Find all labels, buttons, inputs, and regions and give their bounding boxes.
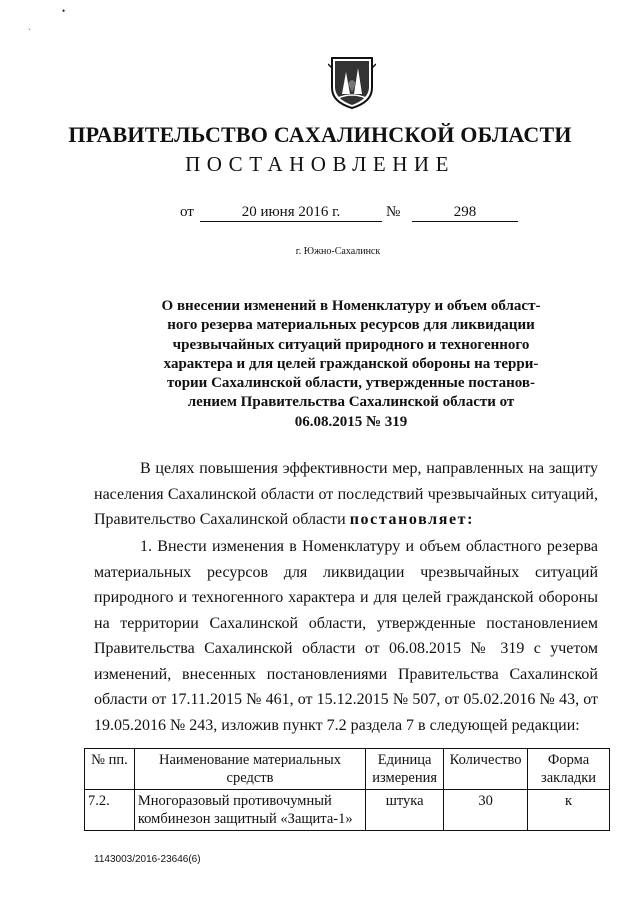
heading-line: ного резерва материальных ресурсов для ликвидации (167, 317, 535, 334)
cell-storage-form: к (528, 790, 610, 831)
preamble-paragraph (94, 456, 598, 533)
clause-1-paragraph (94, 534, 598, 738)
cell-number: 7.2. (85, 790, 135, 831)
header-unit: Единица измерения (366, 749, 444, 790)
table-row (85, 790, 610, 831)
table-header-row (85, 749, 610, 790)
heading-line: чрезвычайных ситуаций природного и техногенного (172, 336, 530, 353)
header-number: № пп. (85, 749, 135, 790)
margin-mark: • (62, 6, 66, 16)
document-code: 1143003/2016-23646(6) (94, 854, 201, 865)
header-storage-form: Форма закладки (528, 749, 610, 790)
document-type: ПОСТАНОВЛЕНИЕ (185, 152, 455, 176)
document-date: 20 июня 2016 г. (200, 204, 382, 222)
heading-line: лением Правительства Сахалинской области от (187, 394, 515, 411)
issuing-authority: ПРАВИТЕЛЬСТВО САХАЛИНСКОЙ ОБЛАСТИ (68, 122, 572, 147)
resources-table (84, 748, 610, 831)
coat-of-arms-icon (328, 54, 376, 110)
heading-line: О внесении изменений в Номенклатуру и объем област- (161, 298, 541, 314)
preamble-text: В целях повышения эффективности мер, направленных на защиту населения Сахалинской области от последствий чрезвычайных ситуаций, Правительство Сахалинской области (94, 460, 598, 528)
cell-name: Многоразовый противочумный комбинезон защитный «Защита-1» (134, 790, 365, 831)
document-heading (130, 297, 572, 432)
heading-line: характера и для целей гражданской обороны на терри- (163, 355, 539, 372)
number-sign: № (386, 204, 401, 220)
header-name: Наименование материальных средств (134, 749, 365, 790)
city: г. Южно-Сахалинск (295, 246, 381, 257)
heading-line: 06.08.2015 № 319 (294, 413, 408, 430)
cell-unit: штука (366, 790, 444, 831)
resolution-word: постановляет: (349, 511, 475, 528)
clause-1-text: 1. Внести изменения в Номенклатуру и объем областного резерва материальных ресурсов для ликвидации чрезвычайных ситуаций природного и техногенного характера и для целей гражданской обороны на территории Сахалинской области, утвержденные постановлением Правительства Сахалинской области от 06.08.2015 № 319 с учетом изменений, внесенных постановлениями Правительства Сахалинской области от 17.11.2015 № 461, от 15.12.2015 № 507, от 05.02.2016 № 43, от 19.05.2016 № 243, изложив пункт 7.2 раздела 7 в следующей редакции: (94, 538, 598, 734)
header-quantity: Количество (444, 749, 528, 790)
heading-line: тории Сахалинской области, утвержденные постанов- (167, 375, 535, 392)
document-number: 298 (412, 204, 518, 222)
date-prefix: от (180, 204, 194, 220)
margin-mark-small: ˴ (28, 24, 31, 33)
cell-quantity: 30 (444, 790, 528, 831)
